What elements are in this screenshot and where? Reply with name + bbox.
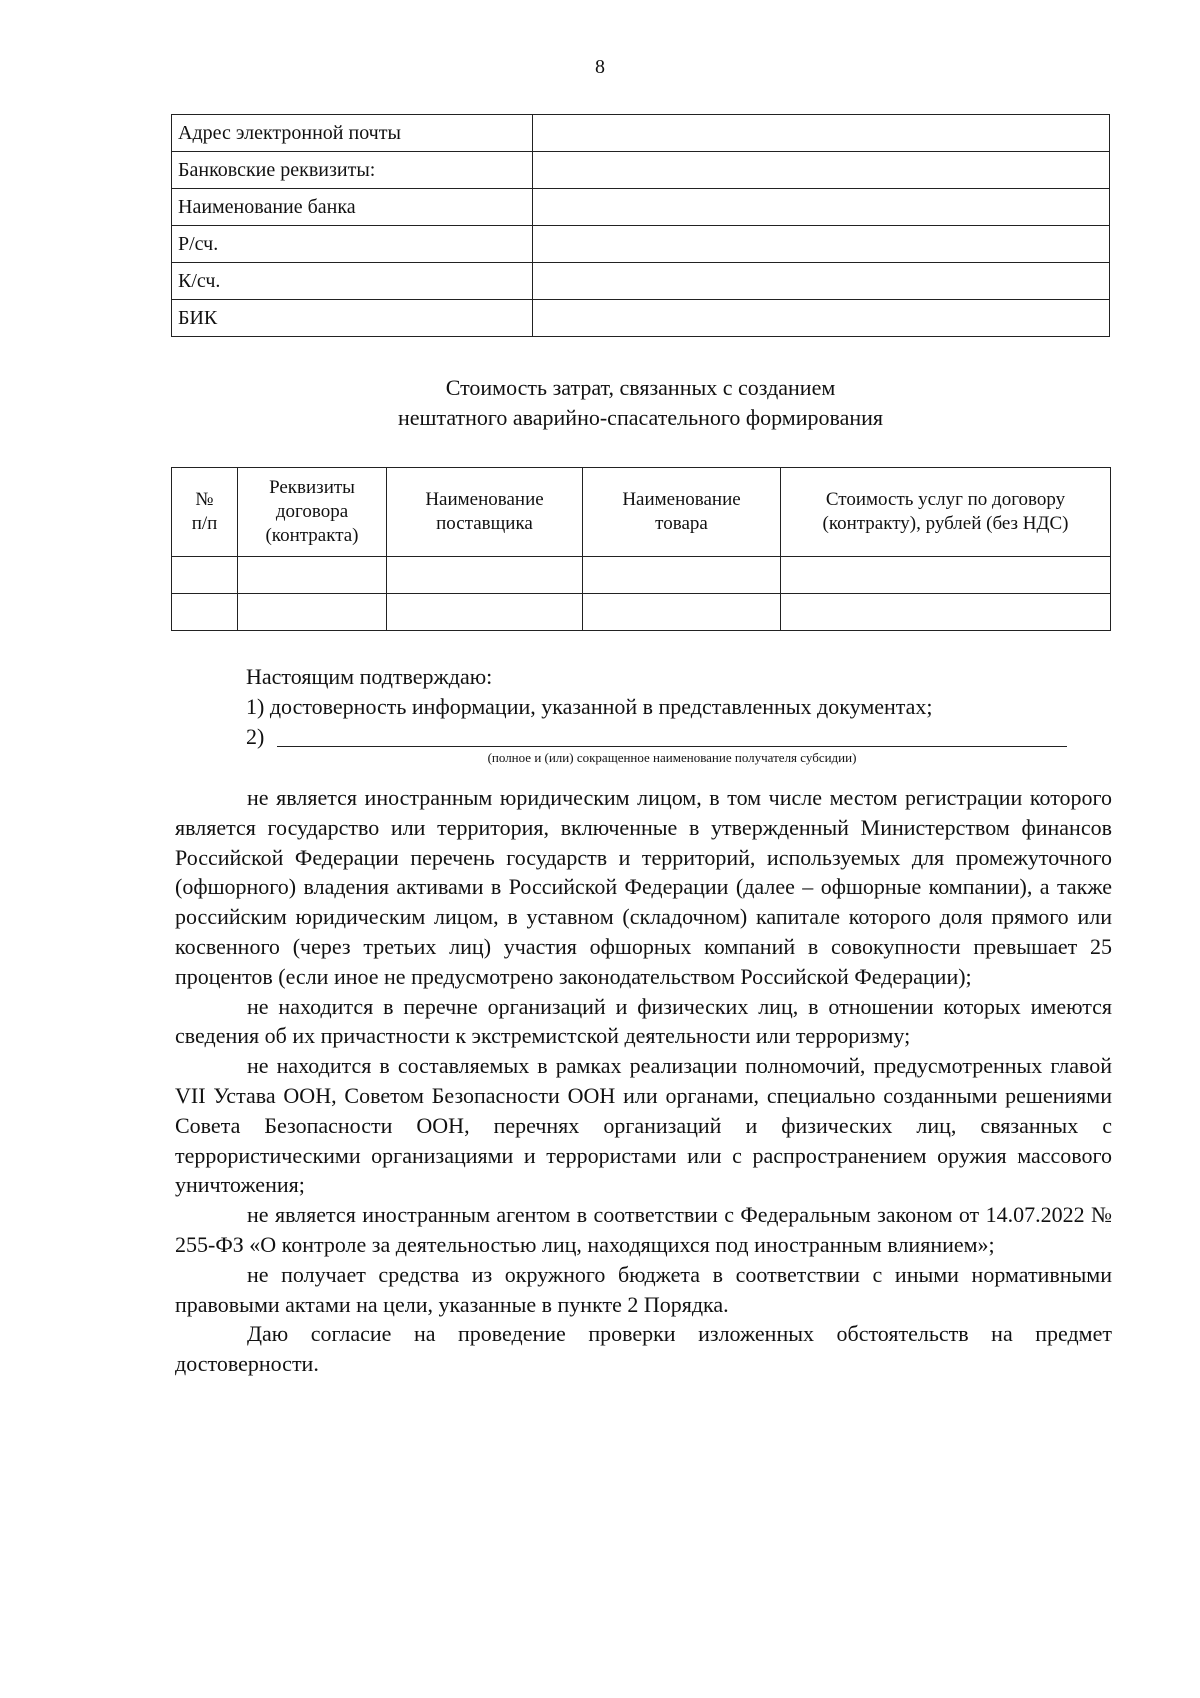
table-cell [387, 594, 583, 631]
header-cell-goods [583, 468, 781, 557]
requisites-value [533, 189, 1110, 226]
table-row [172, 189, 1110, 226]
table-header-row [172, 468, 1111, 557]
table-cell [238, 594, 387, 631]
table-row [172, 594, 1111, 631]
paragraph: не находится в перечне организаций и физических лиц, в отношении которых имеются сведения об их причастности к экстремистской деятельности или терроризму; [175, 993, 1112, 1049]
table-cell [172, 594, 238, 631]
requisites-value [533, 226, 1110, 263]
section-title [171, 373, 1110, 433]
recipient-name-blank [277, 746, 1067, 747]
table-row [172, 226, 1110, 263]
requisites-label: Наименование банка [172, 189, 533, 226]
requisites-value [533, 115, 1110, 152]
header-line: договора [275, 501, 349, 522]
header-cell-number [172, 468, 238, 557]
recipient-name-caption: (полное и (или) сокращенное наименование получателя субсидии) [487, 750, 857, 765]
table-cell [781, 594, 1111, 631]
requisites-value [533, 152, 1110, 189]
declaration-text [175, 783, 1112, 1379]
section-title-line: нештатного аварийно-спасательного формирования [397, 405, 883, 430]
confirmation-item-1: 1) достоверность информации, указанной в представленных документах; [246, 694, 933, 719]
header-line: (контракта) [265, 525, 359, 546]
table-row [172, 263, 1110, 300]
requisites-value [533, 263, 1110, 300]
section-title-line: Стоимость затрат, связанных с созданием [445, 375, 836, 400]
table-cell [781, 557, 1111, 594]
header-line: Стоимость услуг по договору [825, 489, 1066, 510]
table-row [172, 300, 1110, 337]
paragraph: не находится в составляемых в рамках реализации полномочий, предусмотренных главой VII Устава ООН, Советом Безопасности ООН или органами, специально созданными решениями Совета Безопасности ООН, перечнях организаций и физических лиц, связанных с террористическими организациями и террористами или с распространением оружия массового уничтожения; [175, 1053, 1112, 1198]
table-cell [387, 557, 583, 594]
requisites-label: Р/сч. [172, 226, 533, 263]
header-cell-contract [238, 468, 387, 557]
header-line: п/п [191, 513, 218, 534]
costs-table [171, 467, 1111, 631]
header-line: товара [655, 513, 708, 534]
confirmation-intro: Настоящим подтверждаю: [246, 664, 493, 689]
table-cell [583, 557, 781, 594]
requisites-value [533, 300, 1110, 337]
paragraph: не является иностранным юридическим лицом, в том числе местом регистрации которого является государство или территория, включенные в утвержденный Министерством финансов Российской Федерации перечень государств и территорий, используемых для промежуточного (офшорного) владения активами в Российской Федерации (далее – офшорные компании), а также российским юридическим лицом, в уставном (складочном) капитале которого доля прямого или косвенного (через третьих лиц) участия офшорных компаний в совокупности превышает 25 процентов (если иное не предусмотрено законодательством Российской Федерации); [175, 785, 1112, 989]
confirmation-item-2-prefix: 2) [246, 724, 265, 749]
paragraph: Даю согласие на проведение проверки изложенных обстоятельств на предмет достоверности. [175, 1321, 1112, 1377]
requisites-label: К/сч. [172, 263, 533, 300]
header-line: поставщика [436, 513, 533, 534]
header-line: Наименование [425, 489, 544, 510]
paragraph: не является иностранным агентом в соответствии с Федеральным законом от 14.07.2022 № 255-ФЗ «О контроле за деятельностью лиц, находящихся под иностранным влиянием»; [175, 1202, 1112, 1257]
header-cell-supplier [387, 468, 583, 557]
requisites-table [171, 114, 1110, 337]
header-line: (контракту), рублей (без НДС) [822, 513, 1069, 534]
header-line: № [195, 489, 214, 510]
table-cell [238, 557, 387, 594]
requisites-label: БИК [172, 300, 533, 337]
requisites-label: Банковские реквизиты: [172, 152, 533, 189]
confirmation-block [246, 662, 933, 752]
header-line: Наименование [622, 489, 741, 510]
paragraph: не получает средства из окружного бюджета в соответствии с иными нормативными правовыми актами на цели, указанные в пункте 2 Порядка. [175, 1261, 1112, 1317]
table-cell [172, 557, 238, 594]
table-cell [583, 594, 781, 631]
requisites-label: Адрес электронной почты [172, 115, 533, 152]
table-row [172, 152, 1110, 189]
header-cell-cost [781, 468, 1111, 557]
table-row [172, 557, 1111, 594]
table-row [172, 115, 1110, 152]
page-number: 8 [595, 56, 605, 78]
header-line: Реквизиты [269, 477, 355, 498]
